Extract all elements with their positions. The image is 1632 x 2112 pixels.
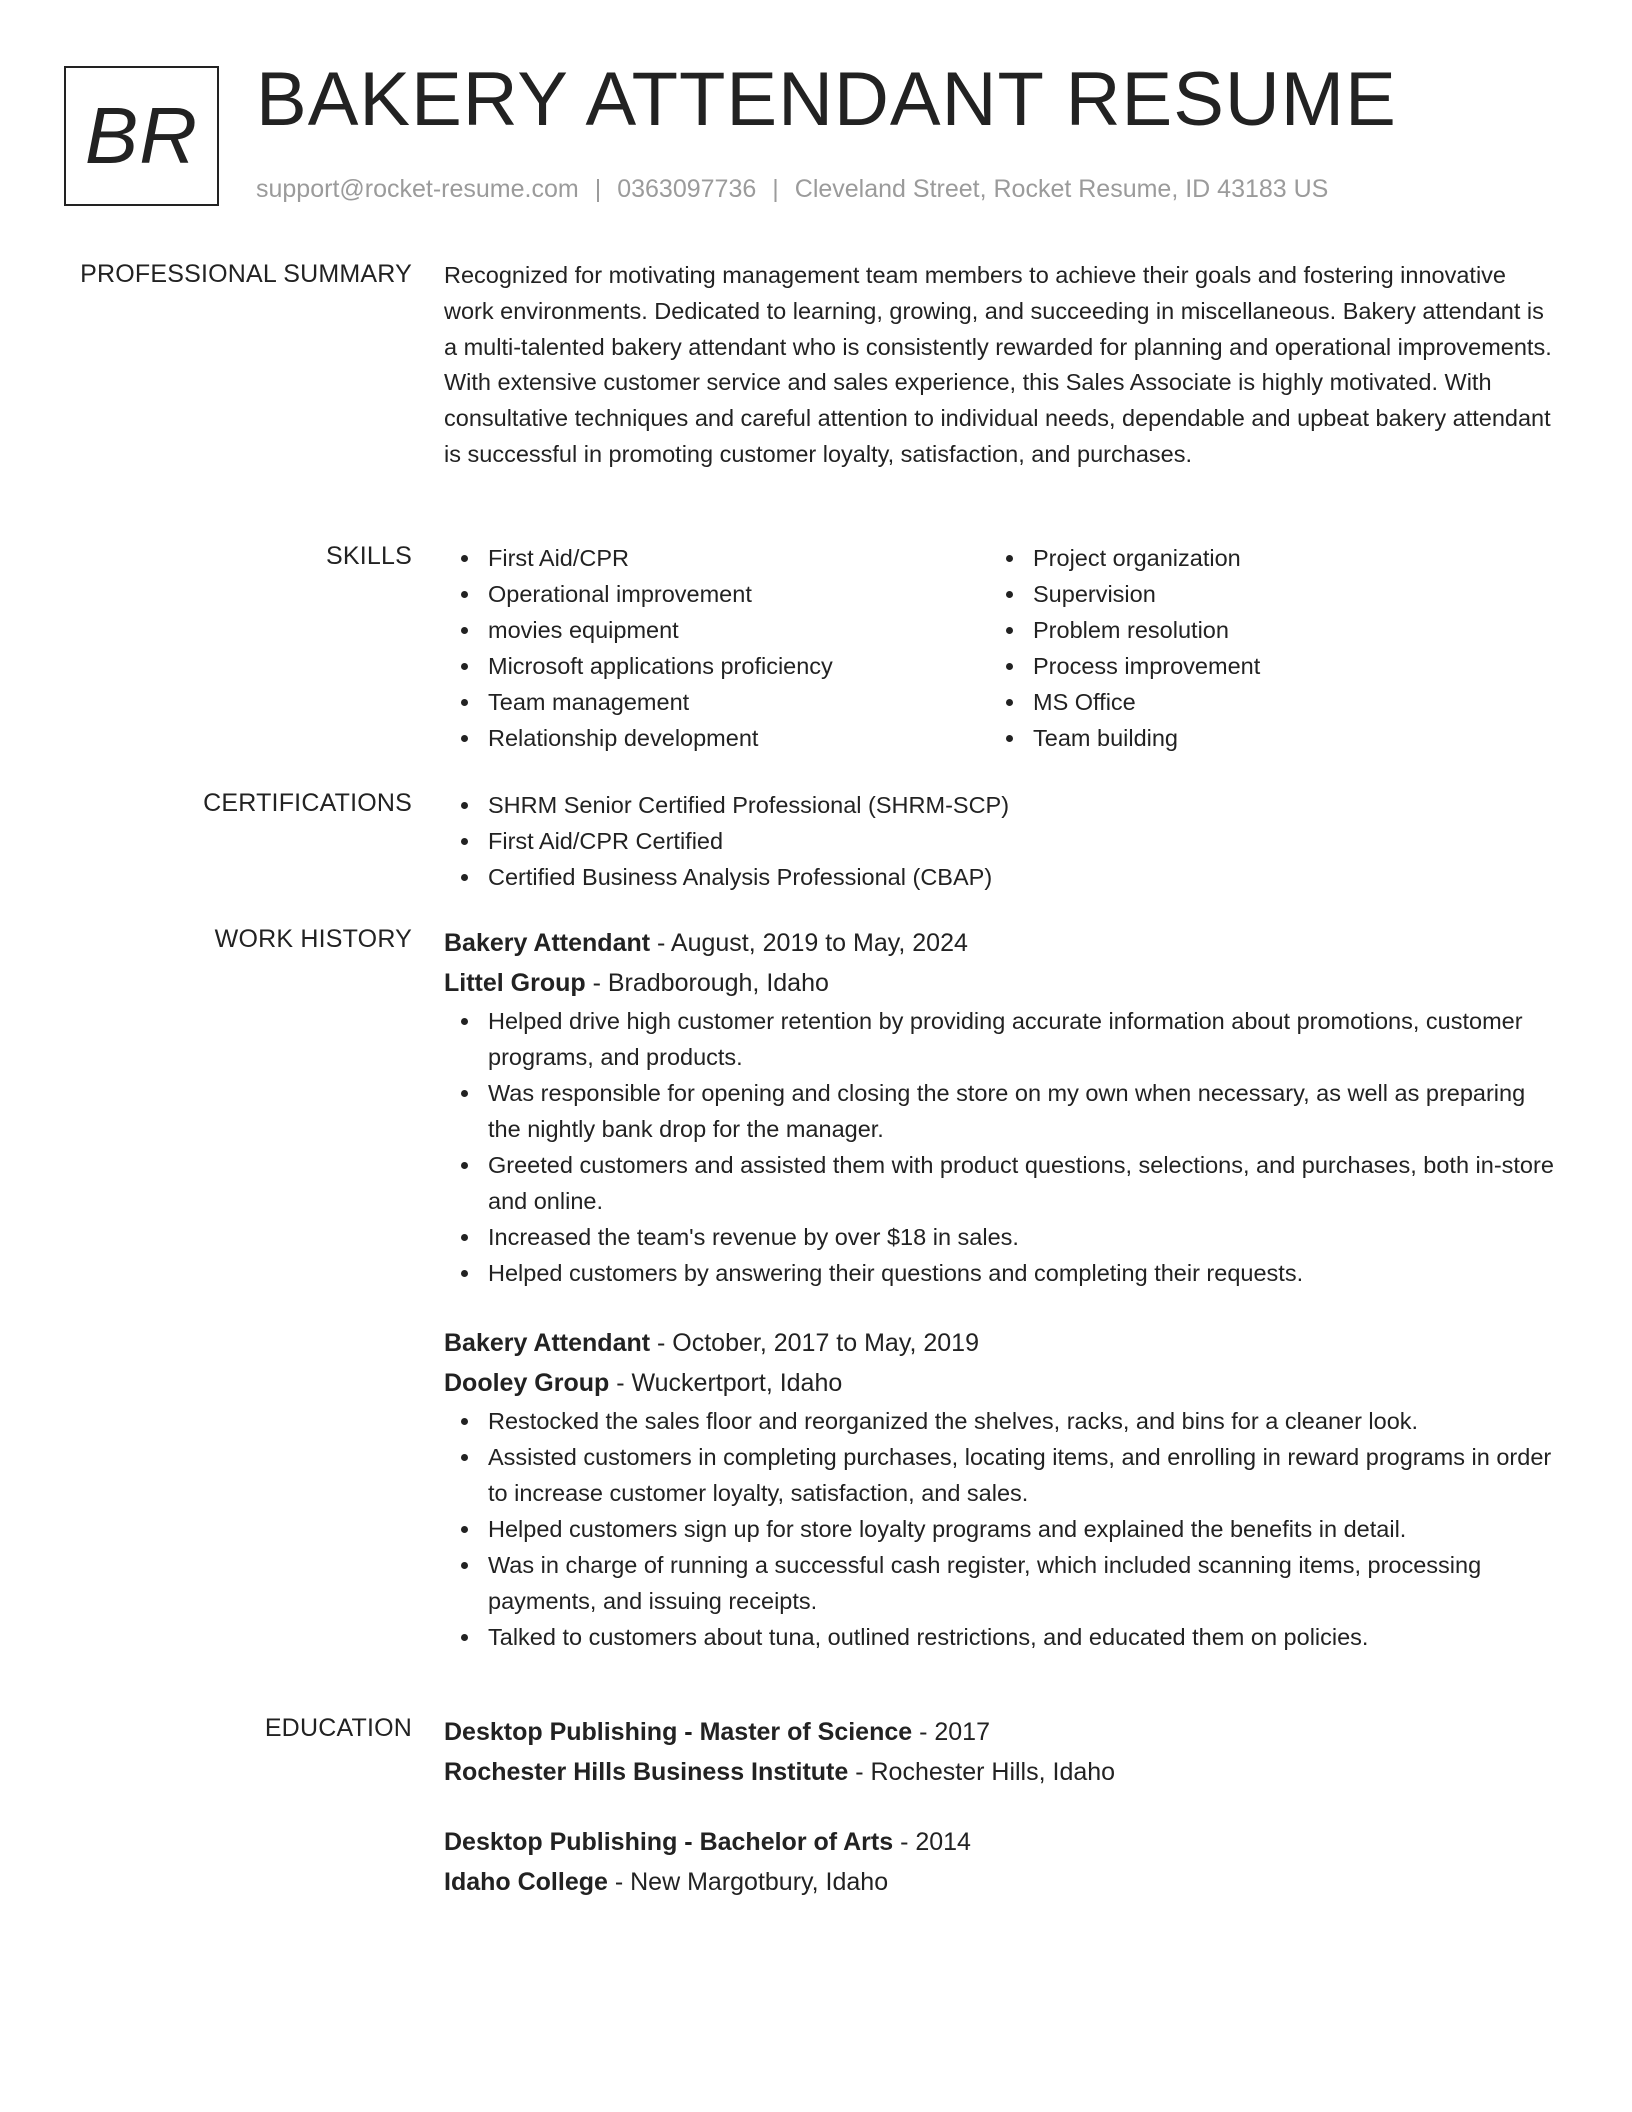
- education-year: - 2017: [912, 1718, 990, 1746]
- education-entry: [444, 1712, 1554, 1792]
- section-label-skills: SKILLS: [326, 542, 412, 570]
- education-degree-line: [444, 1822, 1554, 1862]
- section-label-certifications: CERTIFICATIONS: [203, 789, 412, 817]
- certification-item: Certified Business Analysis Professional (CBAP): [444, 859, 1554, 895]
- education-year: - 2014: [893, 1828, 971, 1856]
- section-label-work-history: WORK HISTORY: [214, 925, 412, 953]
- monogram: BR: [64, 66, 219, 206]
- skill-item: Operational improvement: [444, 576, 989, 612]
- job-dates: - October, 2017 to May, 2019: [650, 1329, 979, 1357]
- job-title: Bakery Attendant: [444, 929, 651, 957]
- job-entry: [444, 1323, 1554, 1655]
- section-label-summary: PROFESSIONAL SUMMARY: [80, 260, 412, 288]
- job-dates: - August, 2019 to May, 2024: [650, 929, 968, 957]
- certification-item: First Aid/CPR Certified: [444, 823, 1554, 859]
- job-location: - Bradborough, Idaho: [585, 969, 829, 997]
- contact-separator: |: [594, 175, 602, 203]
- job-bullet: Helped drive high customer retention by providing accurate information about promotions, customer programs, and products.: [444, 1003, 1554, 1075]
- education-school: Rochester Hills Business Institute: [444, 1758, 849, 1786]
- job-bullet: Assisted customers in completing purchases, locating items, and enrolling in reward programs in order to increase customer loyalty, satisfaction, and sales.: [444, 1439, 1554, 1511]
- job-company: Dooley Group: [444, 1369, 610, 1397]
- job-bullet: Increased the team's revenue by over $18 in sales.: [444, 1219, 1554, 1255]
- job-bullet: Was responsible for opening and closing the store on my own when necessary, as well as preparing the nightly bank drop for the manager.: [444, 1075, 1554, 1147]
- certification-item: SHRM Senior Certified Professional (SHRM-SCP): [444, 787, 1554, 823]
- skill-item: Supervision: [989, 576, 1534, 612]
- education-degree: Desktop Publishing - Bachelor of Arts: [444, 1828, 894, 1856]
- education-school-line: [444, 1752, 1554, 1792]
- skill-item: movies equipment: [444, 612, 989, 648]
- contact-phone: 0363097736: [617, 175, 757, 203]
- skill-item: Relationship development: [444, 720, 989, 756]
- certifications-list: [444, 787, 1554, 895]
- job-title-line: [444, 923, 1554, 963]
- skill-item: Problem resolution: [989, 612, 1534, 648]
- contact-email: support@rocket-resume.com: [256, 175, 579, 203]
- job-bullet: Helped customers sign up for store loyalty programs and explained the benefits in detail.: [444, 1511, 1554, 1547]
- job-title: Bakery Attendant: [444, 1329, 651, 1357]
- summary-text: Recognized for motivating management team members to achieve their goals and fostering innovative work environments. Dedicated to learning, growing, and succeeding in miscellaneous. Bakery attendant is a multi-talented bakery attendant who is consistently rewarded for planning and operational improvements. With extensive customer service and sales experience, this Sales Associate is highly motivated. With consultative techniques and careful attention to individual needs, dependable and upbeat bakery attendant is successful in promoting customer loyalty, satisfaction, and purchases.: [444, 262, 1552, 467]
- job-company-line: [444, 963, 1554, 1003]
- job-bullets: [444, 1003, 1554, 1291]
- contact-separator: |: [772, 175, 779, 203]
- page-title: BAKERY ATTENDANT RESUME: [256, 57, 1397, 142]
- education-degree-line: [444, 1712, 1554, 1752]
- job-bullets: [444, 1403, 1554, 1655]
- skill-item: Team building: [989, 720, 1534, 756]
- job-title-line: [444, 1323, 1554, 1363]
- skill-item: MS Office: [989, 684, 1534, 720]
- skills-list-left: [444, 540, 989, 756]
- job-bullet: Greeted customers and assisted them with product questions, selections, and purchases, both in-store and online.: [444, 1147, 1554, 1219]
- contact-line: [256, 174, 1328, 204]
- skill-item: Process improvement: [989, 648, 1534, 684]
- skill-item: Microsoft applications proficiency: [444, 648, 989, 684]
- job-location: - Wuckertport, Idaho: [609, 1369, 843, 1397]
- job-bullet: Helped customers by answering their questions and completing their requests.: [444, 1255, 1554, 1291]
- skills-list-right: [989, 540, 1534, 756]
- section-label-education: EDUCATION: [264, 1714, 412, 1742]
- job-entry: [444, 923, 1554, 1291]
- education-degree: Desktop Publishing - Master of Science: [444, 1718, 913, 1746]
- skill-item: First Aid/CPR: [444, 540, 989, 576]
- job-bullet: Was in charge of running a successful cash register, which included scanning items, processing payments, and issuing receipts.: [444, 1547, 1554, 1619]
- job-company-line: [444, 1363, 1554, 1403]
- job-company: Littel Group: [444, 969, 586, 997]
- job-bullet: Talked to customers about tuna, outlined restrictions, and educated them on policies.: [444, 1619, 1554, 1655]
- contact-address: Cleveland Street, Rocket Resume, ID 43183 US: [794, 175, 1329, 203]
- education-location: - Rochester Hills, Idaho: [848, 1758, 1116, 1786]
- education-school-line: [444, 1862, 1554, 1902]
- education-location: - New Margotbury, Idaho: [607, 1868, 889, 1896]
- skill-item: Team management: [444, 684, 989, 720]
- education-entry: [444, 1822, 1554, 1902]
- education-school: Idaho College: [444, 1868, 608, 1896]
- job-bullet: Restocked the sales floor and reorganized the shelves, racks, and bins for a cleaner look.: [444, 1403, 1554, 1439]
- skill-item: Project organization: [989, 540, 1534, 576]
